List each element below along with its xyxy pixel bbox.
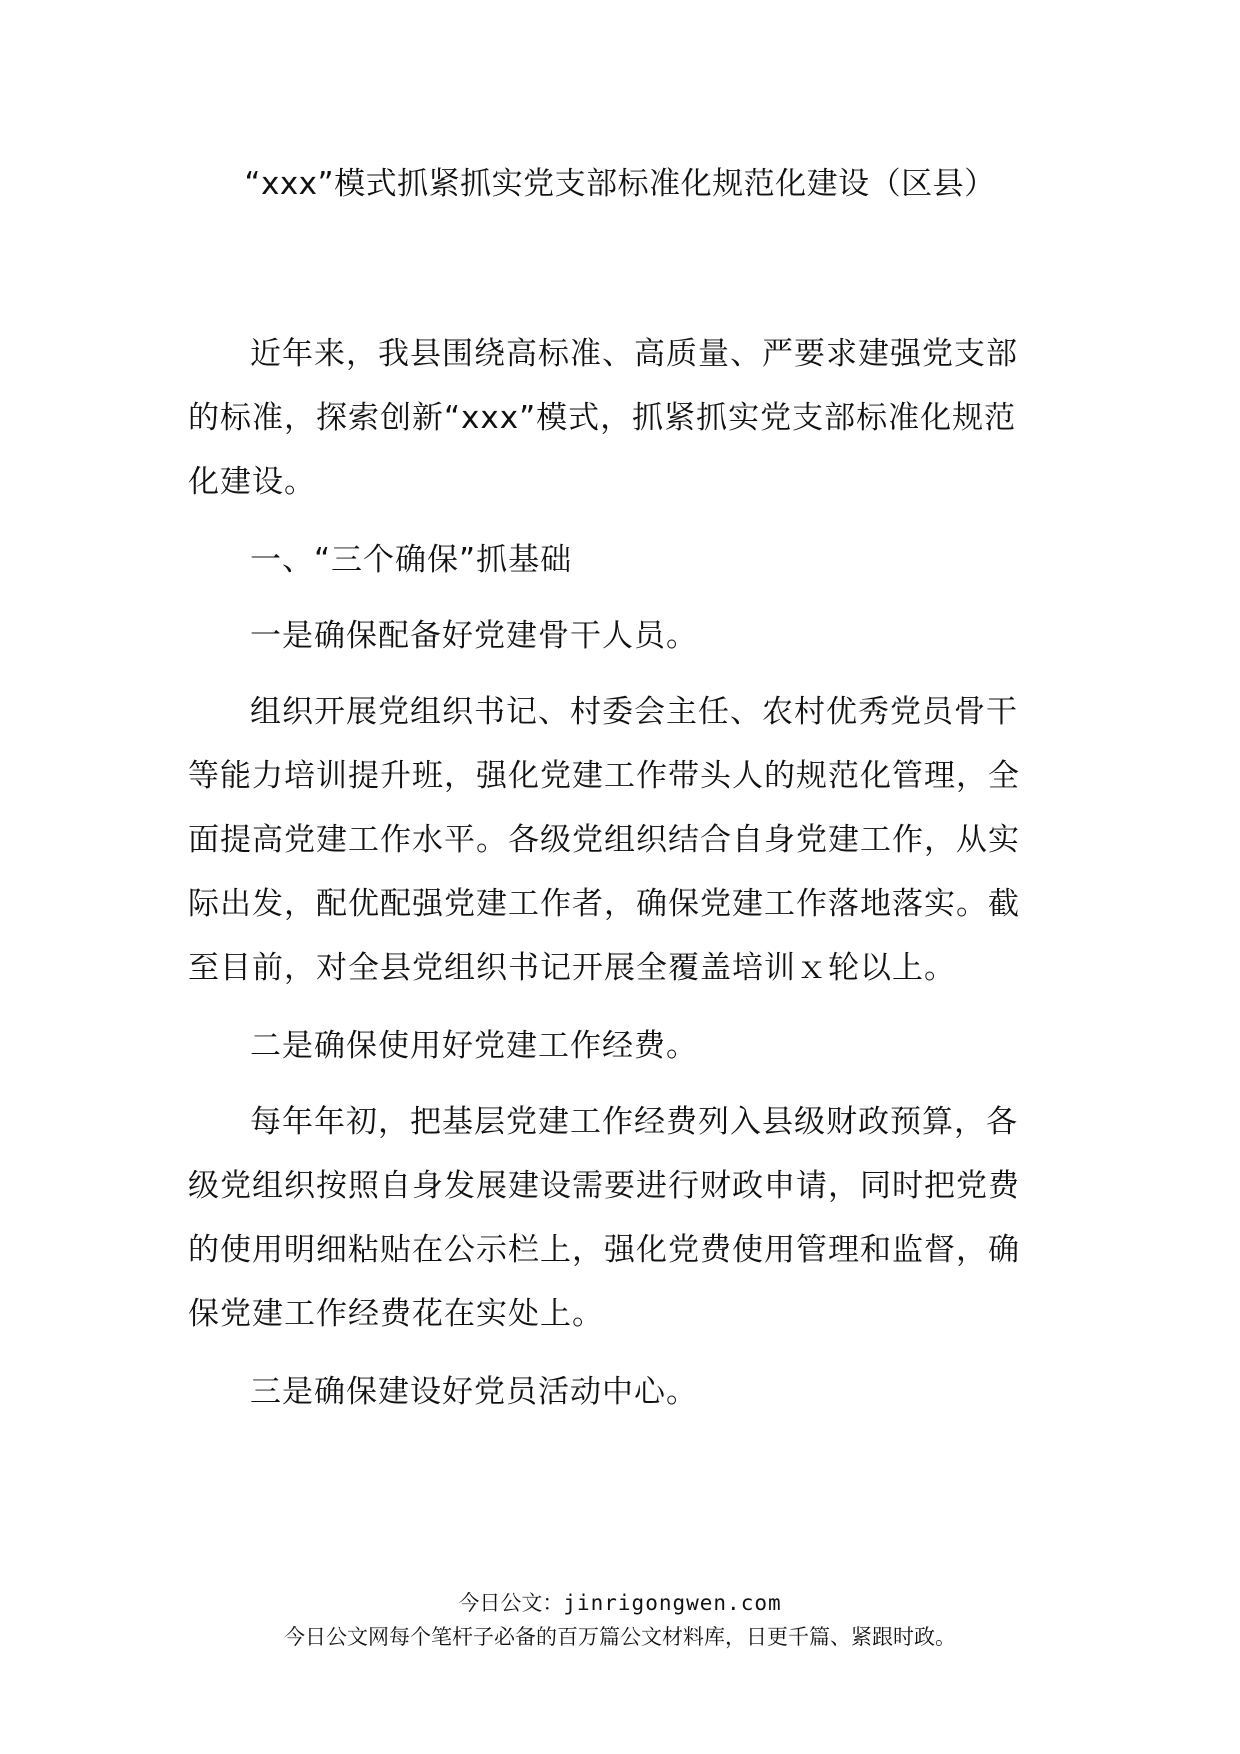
subheading-1: 一是确保配备好党建骨干人员。 xyxy=(250,618,698,654)
section-heading-1: 一、“三个确保”抓基础 xyxy=(250,542,573,578)
footer-url-link[interactable]: jinrigongwen.com xyxy=(563,1591,782,1615)
subheading-2: 二是确保使用好党建工作经费。 xyxy=(250,1028,698,1064)
footer-label: 今日公文： xyxy=(458,1591,564,1615)
subheading-3: 三是确保建设好党员活动中心。 xyxy=(250,1374,698,1410)
document-title: “xxx”模式抓紧抓实党支部标准化规范化建设（区县） xyxy=(244,166,996,202)
footer-site-line xyxy=(0,1586,1240,1620)
paragraph-2: 每年年初，把基层党建工作经费列入县级财政预算，各级党组织按照自身发展建设需要进行财政申请，同时把党费的使用明细粘贴在公示栏上，强化党费使用管理和监督，确保党建工作经费花在实处上。 xyxy=(188,1104,1020,1332)
footer-tagline: 今日公文网每个笔杆子必备的百万篇公文材料库，日更千篇、紧跟时政。 xyxy=(284,1625,956,1649)
paragraph-1: 组织开展党组织书记、村委会主任、农村优秀党员骨干等能力培训提升班，强化党建工作带头人的规范化管理，全面提高党建工作水平。各级党组织结合自身党建工作，从实际出发，配优配强党建工作者，确保党建工作落地落实。截至目前，对全县党组织书记开展全覆盖培训ｘ轮以上。 xyxy=(188,694,1020,986)
page-footer xyxy=(0,1586,1240,1654)
paragraph-intro: 近年来，我县围绕高标准、高质量、严要求建强党支部的标准，探索创新“xxx”模式，抓紧抓实党支部标准化规范化建设。 xyxy=(188,336,1018,500)
document-body xyxy=(188,322,1048,1436)
